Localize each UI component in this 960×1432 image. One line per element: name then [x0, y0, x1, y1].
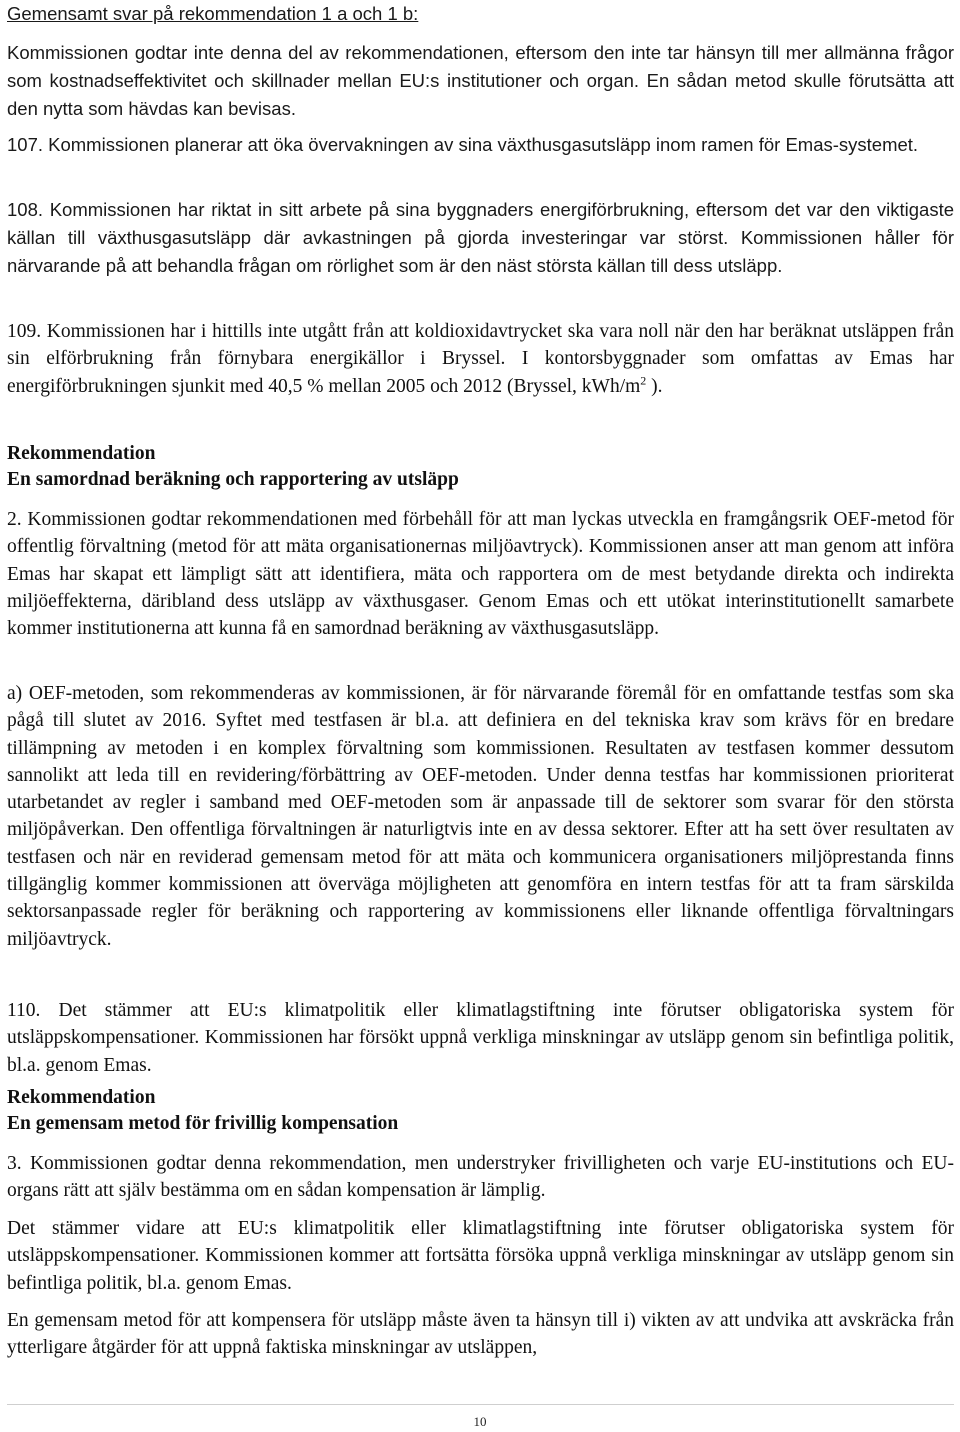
page-number: 10 — [473, 1414, 487, 1429]
paragraph-110: 110. Det stämmer att EU:s klimatpolitik eller klimatlagstiftning inte förutser obligatoriska system för utsläppskompensationer. Kommissionen har försökt uppnå verkliga minskningar av utsläpp genom sin befintliga politik, bl.a. genom Emas. — [7, 1000, 954, 1076]
paragraph-intro: Kommissionen godtar inte denna del av rekommendationen, eftersom den inte tar hänsyn till mer allmänna frågor som kostnadseffektivitet och skillnader mellan EU:s institutioner och organ. En sådan metod skulle förutsätta att den nytta som hävdas kan bevisas. — [7, 42, 954, 119]
section-title: Gemensamt svar på rekommendation 1 a och 1 b: — [7, 3, 419, 24]
footer-divider — [7, 1404, 954, 1405]
paragraph-2a: a) OEF-metoden, som rekommenderas av kommissionen, är för närvarande föremål för en omfattande testfas som ska pågå till slutet av 2016. Syftet med testfasen är bl.a. att definiera en del tekniska krav som krävs för en bredare tillämpning av metoden i en komplex förvaltning som kommissionen. Resultaten av testfasen kommer dessutom sannolikt att leda till en revidering/förbättring av OEF-metoden. Under denna testfas har kommissionen prioriterat utarbetandet av regler i samband med OEF-metoden som är anpassade till de sektorer som svarar för den största miljöpåverkan. Den offentliga förvaltningen är naturligtvis inte en av dessa sektorer. Efter att ha sett över resultaten av testfasen och när en reviderad gemensam metod för att mäta och kommunicera organisationers miljöprestanda finns tillgänglig kommer kommissionen att överväga möjligheten att genomföra en intern testfas för att ta fram särskilda sektorsanpassade regler för beräkning och rapportering av kommissionens eller liknande offentliga förvaltningars miljöavtryck. — [7, 683, 954, 950]
recommendation-2-label: Rekommendation — [7, 443, 156, 464]
paragraph-109-superscript: 2 — [640, 373, 647, 388]
paragraph-109 — [7, 318, 954, 400]
paragraph-3c: En gemensam metod för att kompensera för utsläpp måste även ta hänsyn till i) vikten av att undvika att avskräcka från ytterligare åtgärder för att uppnå faktiska minskningar av utsläppen, — [7, 1310, 954, 1359]
paragraph-3b: Det stämmer vidare att EU:s klimatpolitik eller klimatlagstiftning inte förutser obligatoriska system för utsläppskompensationer. Kommissionen kommer att fortsätta försöka uppnå verkliga minskningar av utsläpp genom sin befintliga politik, bl.a. genom Emas. — [7, 1218, 954, 1294]
paragraph-107: 107. Kommissionen planerar att öka övervakningen av sina växthusgasutsläpp inom ramen för Emas-systemet. — [7, 134, 919, 155]
paragraph-3: 3. Kommissionen godtar denna rekommendation, men understryker frivilligheten och varje EU-institutions och EU-organs rätt att själv bestämma om en sådan kompensation är lämplig. — [7, 1153, 954, 1202]
paragraph-108: 108. Kommissionen har riktat in sitt arbete på sina byggnaders energiförbrukning, eftersom det var den viktigaste källan till växthusgasutsläpp där avkastningen på gjorda investeringar var störst. Kommissionen håller för närvarande på att behandla frågan om rörlighet som är den näst största källan till dess utsläpp. — [7, 199, 954, 276]
paragraph-2: 2. Kommissionen godtar rekommendationen med förbehåll för att man lyckas utveckla en framgångsrik OEF-metod för offentlig förvaltning (metod för att mäta organisationernas miljöavtryck). Kommissionen anser att man genom att införa Emas har skapat ett lämpligt sätt att identifiera, mäta och rapportera om de mest betydande direkta och indirekta miljöeffekterna, däribland dess utsläpp av växthusgaser. Genom Emas och ett utökat interinstitutionellt samarbete kommer institutionerna att kunna få en samordnad beräkning av växthusgasutsläpp. — [7, 509, 954, 640]
recommendation-3-label: Rekommendation — [7, 1087, 156, 1108]
recommendation-2-title: En samordnad beräkning och rapportering av utsläpp — [7, 469, 459, 490]
recommendation-3-title: En gemensam metod för frivillig kompensation — [7, 1113, 399, 1134]
paragraph-109-end: ). — [646, 375, 663, 397]
paragraph-109-text: 109. Kommissionen har i hittills inte utgått från att koldioxidavtrycket ska vara noll när den har beräknat utsläppen från sin elförbrukning från förnybara energikällor i Bryssel. I kontorsbyggnader som omfattas av Emas har energiförbrukningen sjunkit med 40,5 % mellan 2005 och 2012 (Bryssel, kWh/m — [7, 321, 954, 397]
